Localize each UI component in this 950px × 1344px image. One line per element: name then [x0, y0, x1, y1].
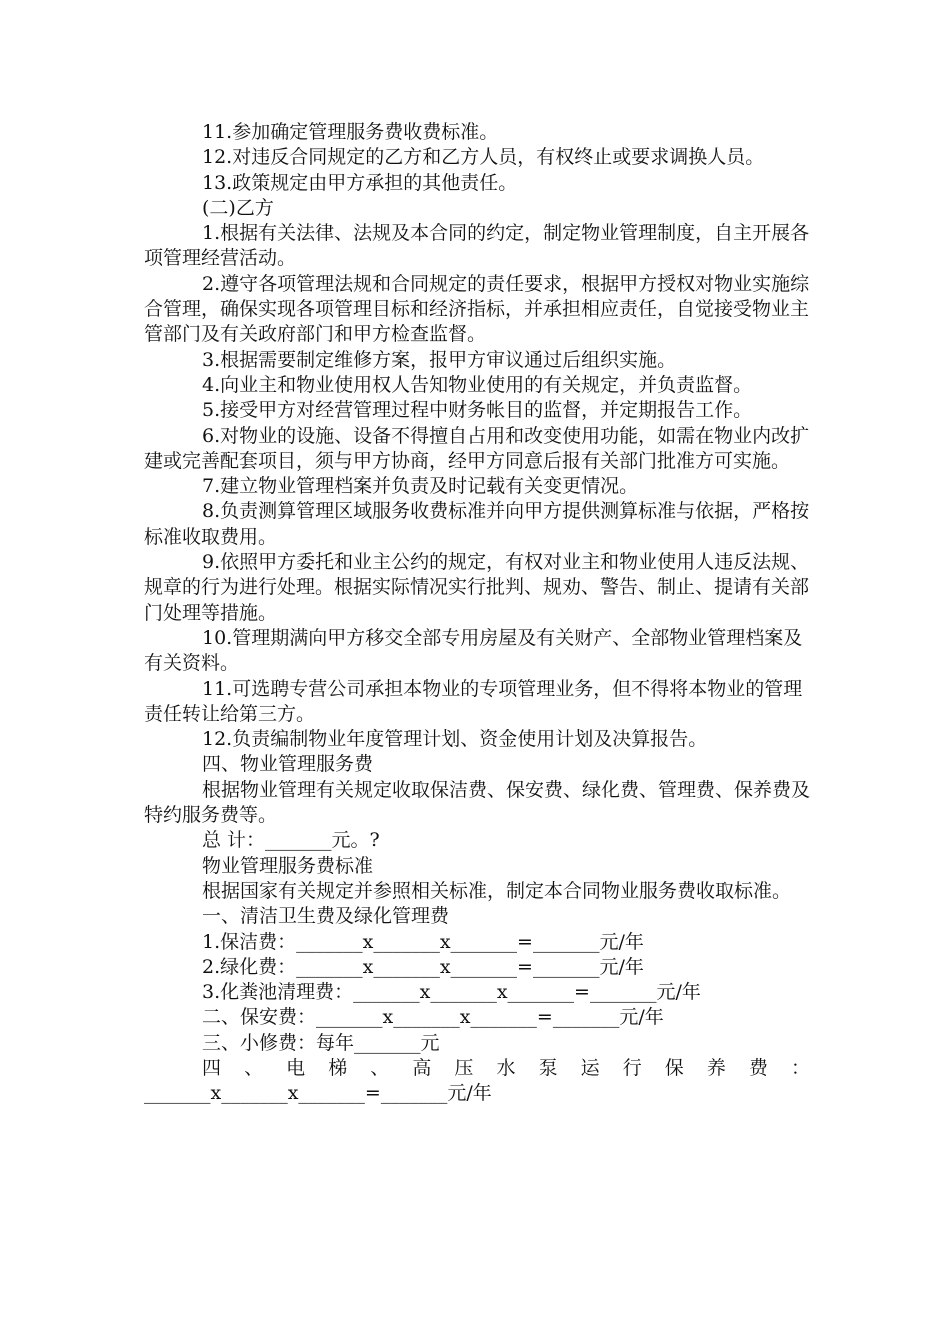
- paragraph: 12.负责编制物业年度管理计划、资金使用计划及决算报告。: [202, 728, 708, 751]
- paragraph: 根据物业管理有关规定收取保洁费、保安费、绿化费、管理费、保养费及特约服务费等。: [144, 778, 811, 827]
- fee-line: 3.化粪池清理费：_______x_______x_______=_______元/年: [202, 981, 701, 1004]
- section-heading: (二)乙方: [202, 196, 274, 219]
- paragraph: 9.依照甲方委托和业主公约的规定，有权对业主和物业使用人违反法规、规章的行为进行处理。根据实际情况实行批判、规劝、警告、制止、提请有关部门处理等措施。: [144, 551, 810, 624]
- paragraph: 8.负责测算管理区域服务收费标准并向甲方提供测算标准与依据，严格按标准收取费用。: [144, 500, 810, 548]
- paragraph: 10.管理期满向甲方移交全部专用房屋及有关财产、全部物业管理档案及有关资料。: [144, 626, 803, 675]
- paragraph: 2.遵守各项管理法规和合同规定的责任要求，根据甲方授权对物业实施综合管理，确保实现各项管理目标和经济指标，并承担相应责任，自觉接受物业主管部门及有关政府部门和甲方检查监督。: [144, 272, 810, 346]
- paragraph: 11.参加确定管理服务费收费标准。: [202, 121, 499, 143]
- section-heading: 一、清洁卫生费及绿化管理费: [202, 905, 450, 928]
- paragraph: 5.接受甲方对经营管理过程中财务帐目的监督，并定期报告工作。: [202, 399, 753, 422]
- fee-line: 三、小修费：每年_______元: [202, 1031, 440, 1054]
- paragraph: 1.根据有关法律、法规及本合同的约定，制定物业管理制度，自主开展各项管理经营活动。: [144, 222, 810, 270]
- paragraph: 根据国家有关规定并参照相关标准，制定本合同物业服务费收取标准。: [202, 879, 792, 902]
- paragraph: 11.可选聘专营公司承担本物业的专项管理业务，但不得将本物业的管理责任转让给第三方。: [144, 677, 803, 725]
- paragraph: 7.建立物业管理档案并负责及时记载有关变更情况。: [202, 475, 639, 498]
- paragraph: 12.对违反合同规定的乙方和乙方人员，有权终止或要求调换人员。: [202, 146, 765, 169]
- paragraph: 3.根据需要制定维修方案，报甲方审议通过后组织实施。: [202, 348, 677, 371]
- fee-line: 2.绿化费：_______x_______x_______=_______元/年: [202, 955, 644, 978]
- paragraph: 6.对物业的设施、设备不得擅自占用和改变使用功能，如需在物业内改扩建或完善配套项目，须与甲方协商，经甲方同意后报有关部门批准方可实施。: [144, 424, 810, 472]
- paragraph: 4.向业主和物业使用权人告知物业使用的有关规定，并负责监督。: [202, 373, 753, 396]
- fee-heading-spread: 四、电梯、高压水泵运行保养费：: [202, 1056, 810, 1079]
- section-heading: 物业管理服务费标准: [202, 854, 374, 877]
- fee-line: 二、保安费：_______x_______x_______=_______元/年: [202, 1006, 664, 1029]
- total-line: 总 计：_______元。?: [202, 829, 380, 852]
- section-heading: 四、物业管理服务费: [202, 753, 374, 776]
- paragraph: 13.政策规定由甲方承担的其他责任。: [202, 171, 518, 194]
- fee-line: 1.保洁费：_______x_______x_______=_______元/年: [202, 930, 644, 953]
- fee-line: _______x_______x_______=_______元/年: [144, 1082, 492, 1105]
- document-body: [144, 120, 810, 1107]
